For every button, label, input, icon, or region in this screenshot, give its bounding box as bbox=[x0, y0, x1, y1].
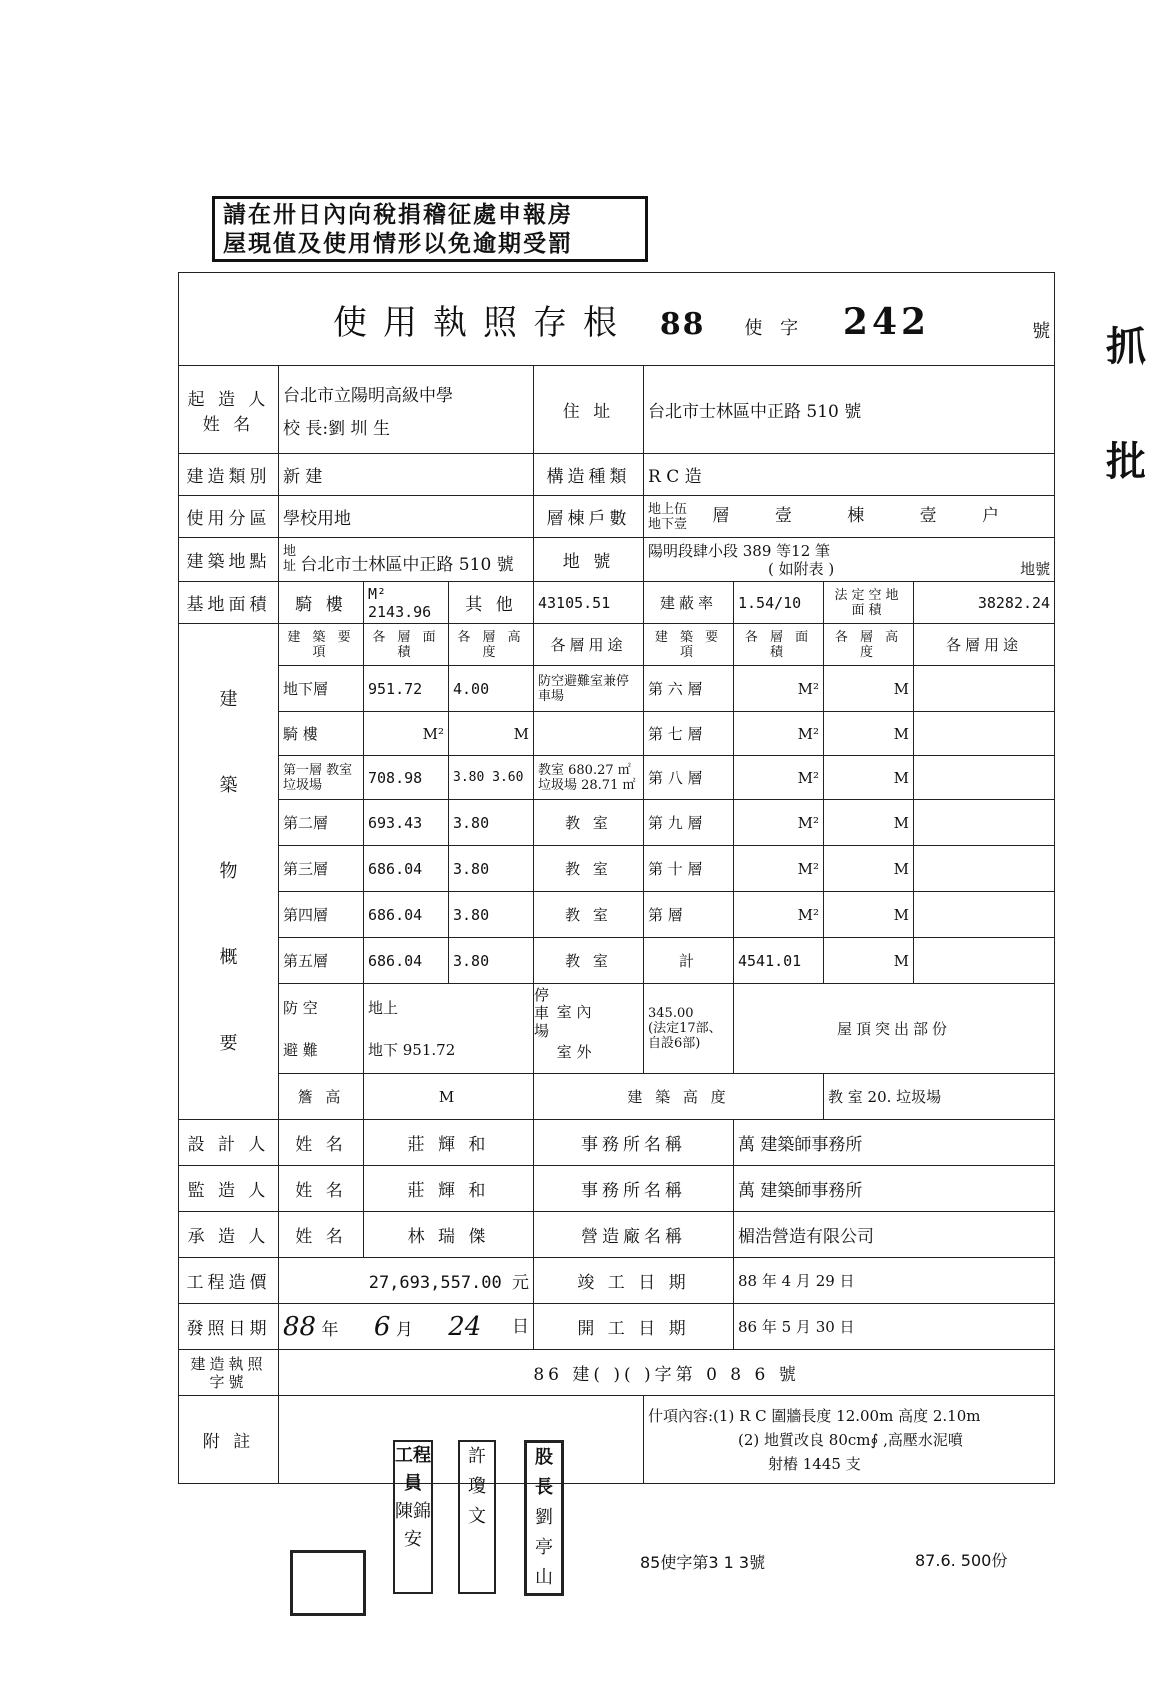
issue-value bbox=[279, 1304, 534, 1350]
row-total-area: 4541.01 bbox=[734, 938, 824, 984]
row-4f-use: 教 室 bbox=[534, 892, 644, 938]
parking-indoor-note: (法定17部、自設6部) bbox=[648, 1021, 722, 1051]
lot-value-line: 陽明段肆小段 389 等12 筆 bbox=[648, 541, 831, 560]
row-arcade-name: 騎 樓 bbox=[279, 712, 364, 756]
coverage-value bbox=[734, 582, 824, 624]
applicant-name bbox=[279, 366, 534, 454]
row-8-name: 第 八 層 bbox=[644, 756, 734, 800]
engineer-stamp bbox=[393, 1440, 433, 1594]
row-7-use bbox=[914, 712, 1055, 756]
parking-values bbox=[644, 984, 734, 1074]
row-b1-height-value: 4.00 bbox=[453, 679, 490, 698]
other-number: 43105.51 bbox=[538, 593, 611, 612]
structure-value: R C 造 bbox=[644, 454, 1055, 496]
permit-year: 88 bbox=[659, 306, 706, 342]
contractor-org: 楣浩營造有限公司 bbox=[734, 1212, 1055, 1258]
row-arcade-use bbox=[534, 712, 644, 756]
supervisor-role: 監 造 人 bbox=[179, 1166, 279, 1212]
floors-hu-count: 壹 bbox=[919, 506, 937, 527]
site-addr-prefix: 地址 bbox=[283, 544, 297, 574]
designer-role: 設 計 人 bbox=[179, 1120, 279, 1166]
designer-name-label: 姓 名 bbox=[279, 1120, 364, 1166]
header-use-right: 各層用途 bbox=[914, 624, 1055, 666]
contractor-name-label: 姓 名 bbox=[279, 1212, 364, 1258]
row-10-area-unit: M² bbox=[734, 846, 824, 892]
row-5f-area: 686.04 bbox=[364, 938, 449, 984]
title-row bbox=[179, 273, 1055, 366]
section-char-3: 物 bbox=[219, 860, 238, 882]
completion-value: 88 年 4 月 29 日 bbox=[734, 1258, 1055, 1304]
header-use: 各層用途 bbox=[534, 624, 644, 666]
row-4f-name: 第四層 bbox=[279, 892, 364, 938]
shelter-label-1: 防 空 bbox=[283, 998, 318, 1017]
lot-value bbox=[644, 538, 1055, 582]
lot-note: ( 如附表 ) bbox=[768, 559, 835, 578]
chief-name: 劉亭山 bbox=[535, 1507, 553, 1588]
site-address-value: 台北市士林區中正路 510 號 bbox=[300, 555, 514, 575]
floors-ceng: 層 bbox=[712, 506, 730, 527]
other-label: 其 他 bbox=[449, 582, 534, 624]
remarks-line-2: (2) 地質改良 80cm∮ ,高壓水泥噴 bbox=[738, 1430, 963, 1449]
permit-value: 86 建( )( )字第 0 8 6 號 bbox=[279, 1350, 1055, 1396]
supervisor-name: 莊 輝 和 bbox=[364, 1166, 534, 1212]
open-space-number: 38282.24 bbox=[977, 593, 1051, 612]
other-value bbox=[534, 582, 644, 624]
row-b1-name: 地下層 bbox=[279, 666, 364, 712]
row-5f-name: 第五層 bbox=[279, 938, 364, 984]
zoning-value: 學校用地 bbox=[279, 496, 534, 538]
row-2f-use: 教 室 bbox=[534, 800, 644, 846]
row-1f-label: 第一層 bbox=[283, 762, 323, 778]
building-summary-label bbox=[179, 624, 279, 1120]
remarks-line-1: 什項內容:(1) R C 圍牆長度 12.00m 高度 2.10m bbox=[648, 1406, 981, 1425]
row-6-area-unit: M² bbox=[734, 666, 824, 712]
structure-label: 構造種類 bbox=[534, 454, 644, 496]
issue-label: 發照日期 bbox=[179, 1304, 279, 1350]
shelter-below: 地下 951.72 bbox=[368, 1040, 456, 1059]
row-arcade-area-unit: M² bbox=[364, 712, 449, 756]
row-6-height-unit: M bbox=[824, 666, 914, 712]
row-blank-area-unit: M² bbox=[734, 892, 824, 938]
row-7-area-unit: M² bbox=[734, 712, 824, 756]
parking-indoor-value: 345.00 bbox=[648, 1006, 694, 1021]
row-9-name: 第 九 層 bbox=[644, 800, 734, 846]
address-value: 台北市士林區中正路 510 號 bbox=[644, 366, 1055, 454]
header-area: 各 層 面 積 bbox=[364, 624, 449, 666]
remarks-label: 附 註 bbox=[179, 1396, 279, 1484]
row-5f-use: 教 室 bbox=[534, 938, 644, 984]
area-label: 基地面積 bbox=[179, 582, 279, 624]
floors-value bbox=[644, 496, 1055, 538]
row-9-height-unit: M bbox=[824, 800, 914, 846]
arcade-value bbox=[364, 582, 449, 624]
section-char-1: 建 bbox=[219, 688, 238, 710]
floors-dong: 棟 bbox=[847, 506, 865, 527]
supervisor-org: 萬 建築師事務所 bbox=[734, 1166, 1055, 1212]
contractor-name: 林 瑞 傑 bbox=[364, 1212, 534, 1258]
row-3f-name: 第三層 bbox=[279, 846, 364, 892]
remarks-line-3: 射樁 1445 支 bbox=[768, 1454, 861, 1473]
parking-outdoor-label: 室 外 bbox=[556, 1042, 592, 1061]
row-1f-sub: 教室 垃圾場 bbox=[283, 762, 353, 793]
bld-height-label: 建 築 高 度 bbox=[534, 1074, 824, 1120]
round-seal bbox=[290, 1550, 366, 1616]
lot-label: 地 號 bbox=[534, 538, 644, 582]
row-10-use bbox=[914, 846, 1055, 892]
completion-label: 竣 工 日 期 bbox=[534, 1258, 734, 1304]
designer-org: 萬 建築師事務所 bbox=[734, 1120, 1055, 1166]
permit-number: 242 bbox=[842, 300, 931, 343]
row-6-use bbox=[914, 666, 1055, 712]
notice-box bbox=[212, 196, 648, 262]
row-8-area-unit: M² bbox=[734, 756, 824, 800]
floors-hu: 户 bbox=[982, 506, 1000, 527]
supervisor-name-label: 姓 名 bbox=[279, 1166, 364, 1212]
row-4f-area: 686.04 bbox=[364, 892, 449, 938]
row-3f-height: 3.80 bbox=[449, 846, 534, 892]
row-3f-use: 教 室 bbox=[534, 846, 644, 892]
supervisor-org-label: 事務所名稱 bbox=[534, 1166, 734, 1212]
notice-line-1: 請在卅日內向稅捐稽征處申報房 bbox=[223, 202, 573, 228]
start-value: 86 年 5 月 30 日 bbox=[734, 1304, 1055, 1350]
lot-suffix: 地號 bbox=[1020, 559, 1051, 578]
section-char-5: 要 bbox=[219, 1032, 238, 1054]
bld-height-value: 教 室 20. 垃圾場 bbox=[824, 1074, 1055, 1120]
section-char-2: 築 bbox=[219, 774, 238, 796]
row-1f-height: 3.80 3.60 bbox=[449, 756, 534, 800]
row-9-area-unit: M² bbox=[734, 800, 824, 846]
issue-year: 88 bbox=[283, 1311, 317, 1342]
coverage-label: 建蔽率 bbox=[644, 582, 734, 624]
permit-table bbox=[178, 272, 1055, 1484]
issue-year-unit: 年 bbox=[321, 1319, 339, 1340]
row-1f-area: 708.98 bbox=[364, 756, 449, 800]
shelter-above: 地上 bbox=[368, 998, 399, 1017]
row-1f-name bbox=[279, 756, 364, 800]
row-9-use bbox=[914, 800, 1055, 846]
notice-line-2: 屋現值及使用情形以免逾期受罰 bbox=[223, 231, 573, 257]
row-10-name: 第 十 層 bbox=[644, 846, 734, 892]
row-1f-use: 教室 680.27 ㎡ 垃圾場 28.71 ㎡ bbox=[534, 756, 644, 800]
floors-label: 層棟戶數 bbox=[534, 496, 644, 538]
row-b1-area-value: 951.72 bbox=[368, 679, 423, 698]
shelter-label-2: 避 難 bbox=[283, 1040, 318, 1059]
arcade-label: 騎 樓 bbox=[279, 582, 364, 624]
footer-right: 87.6. 500份 bbox=[915, 1551, 1008, 1570]
section-stamp bbox=[458, 1440, 496, 1594]
issue-month: 6 bbox=[373, 1311, 391, 1342]
header-area-right: 各 層 面 積 bbox=[734, 624, 824, 666]
applicant-label: 起 造 人 姓 名 bbox=[179, 366, 279, 454]
coverage-number: 1.54 bbox=[738, 593, 775, 612]
contractor-org-label: 營造廠名稱 bbox=[534, 1212, 734, 1258]
site-label: 建築地點 bbox=[179, 538, 279, 582]
roof-label: 屋頂突出部份 bbox=[734, 984, 1055, 1074]
row-blank-height-unit: M bbox=[824, 892, 914, 938]
engineer-title: 工程員 bbox=[395, 1445, 431, 1494]
chief-title: 股長 bbox=[535, 1447, 553, 1498]
row-blank-name: 第 層 bbox=[644, 892, 734, 938]
row-8-use bbox=[914, 756, 1055, 800]
arcade-number: 2143.96 bbox=[368, 602, 432, 621]
build-type-value: 新 建 bbox=[279, 454, 534, 496]
footer-left: 85使字第3 1 3號 bbox=[640, 1553, 766, 1572]
row-10-height-unit: M bbox=[824, 846, 914, 892]
section-char-4: 概 bbox=[219, 946, 238, 968]
parking-indoor-label: 室 內 bbox=[556, 1002, 592, 1021]
header-height: 各 層 高 度 bbox=[449, 624, 534, 666]
header-item-right: 建 築 要 項 bbox=[644, 624, 734, 666]
row-8-height-unit: M bbox=[824, 756, 914, 800]
start-label: 開 工 日 期 bbox=[534, 1304, 734, 1350]
open-space-label: 法定空地面積 bbox=[824, 582, 914, 624]
parking-label: 停車場 bbox=[534, 985, 550, 1040]
row-7-height-unit: M bbox=[824, 712, 914, 756]
remarks-content bbox=[644, 1396, 1055, 1484]
applicant-name-line2: 校 長:劉 圳 生 bbox=[283, 418, 390, 439]
designer-org-label: 事務所名稱 bbox=[534, 1120, 734, 1166]
contractor-role: 承 造 人 bbox=[179, 1212, 279, 1258]
row-arcade-height-unit: M bbox=[449, 712, 534, 756]
issue-month-unit: 月 bbox=[395, 1319, 413, 1340]
row-b1-use: 防空避難室兼停車場 bbox=[534, 666, 644, 712]
row-b1-area bbox=[364, 666, 449, 712]
coverage-denom: /10 bbox=[774, 593, 802, 612]
open-space-value bbox=[914, 582, 1055, 624]
row-3f-area: 686.04 bbox=[364, 846, 449, 892]
section-stamp-name: 許瓊文 bbox=[468, 1446, 486, 1527]
shelter-label bbox=[279, 984, 364, 1074]
row-2f-area: 693.43 bbox=[364, 800, 449, 846]
row-2f-name: 第二層 bbox=[279, 800, 364, 846]
row-5f-height: 3.80 bbox=[449, 938, 534, 984]
parking-cell bbox=[534, 984, 644, 1074]
permit-zi: 使 字 bbox=[744, 317, 805, 339]
address-label: 住 址 bbox=[534, 366, 644, 454]
issue-day-unit: 日 bbox=[512, 1316, 529, 1337]
permit-hao: 號 bbox=[1032, 320, 1051, 342]
cost-label: 工程造價 bbox=[179, 1258, 279, 1304]
floors-below: 地下壹 bbox=[648, 516, 688, 532]
designer-name: 莊 輝 和 bbox=[364, 1120, 534, 1166]
row-total-use bbox=[914, 938, 1055, 984]
floors-count: 壹 bbox=[774, 506, 792, 527]
page-title: 使用執照存根 bbox=[333, 302, 633, 343]
margin-mark-1: 抓 bbox=[1106, 323, 1146, 370]
build-type-label: 建造類別 bbox=[179, 454, 279, 496]
row-b1-height bbox=[449, 666, 534, 712]
row-6-name: 第 六 層 bbox=[644, 666, 734, 712]
chief-stamp bbox=[524, 1440, 564, 1596]
margin-mark-2: 批 bbox=[1106, 438, 1146, 485]
engineer-name: 陳錦安 bbox=[395, 1501, 431, 1550]
eave-label: 簷 高 bbox=[279, 1074, 364, 1120]
row-blank-use bbox=[914, 892, 1055, 938]
permit-label: 建造執照字號 bbox=[179, 1350, 279, 1396]
row-7-name: 第 七 層 bbox=[644, 712, 734, 756]
header-height-right: 各 層 高 度 bbox=[824, 624, 914, 666]
row-4f-height: 3.80 bbox=[449, 892, 534, 938]
issue-day: 24 bbox=[448, 1311, 482, 1342]
arcade-unit: M² bbox=[368, 584, 387, 603]
cost-value: 27,693,557.00 元 bbox=[279, 1258, 534, 1304]
eave-unit: M bbox=[364, 1074, 534, 1120]
applicant-name-line1: 台北市立陽明高級中學 bbox=[283, 385, 453, 406]
row-total-height-unit: M bbox=[824, 938, 914, 984]
floors-above: 地上伍 bbox=[648, 501, 688, 517]
row-2f-height: 3.80 bbox=[449, 800, 534, 846]
shelter-values bbox=[364, 984, 534, 1074]
zoning-label: 使用分區 bbox=[179, 496, 279, 538]
header-item: 建 築 要 項 bbox=[279, 624, 364, 666]
row-total-name: 計 bbox=[644, 938, 734, 984]
site-address bbox=[279, 538, 534, 582]
